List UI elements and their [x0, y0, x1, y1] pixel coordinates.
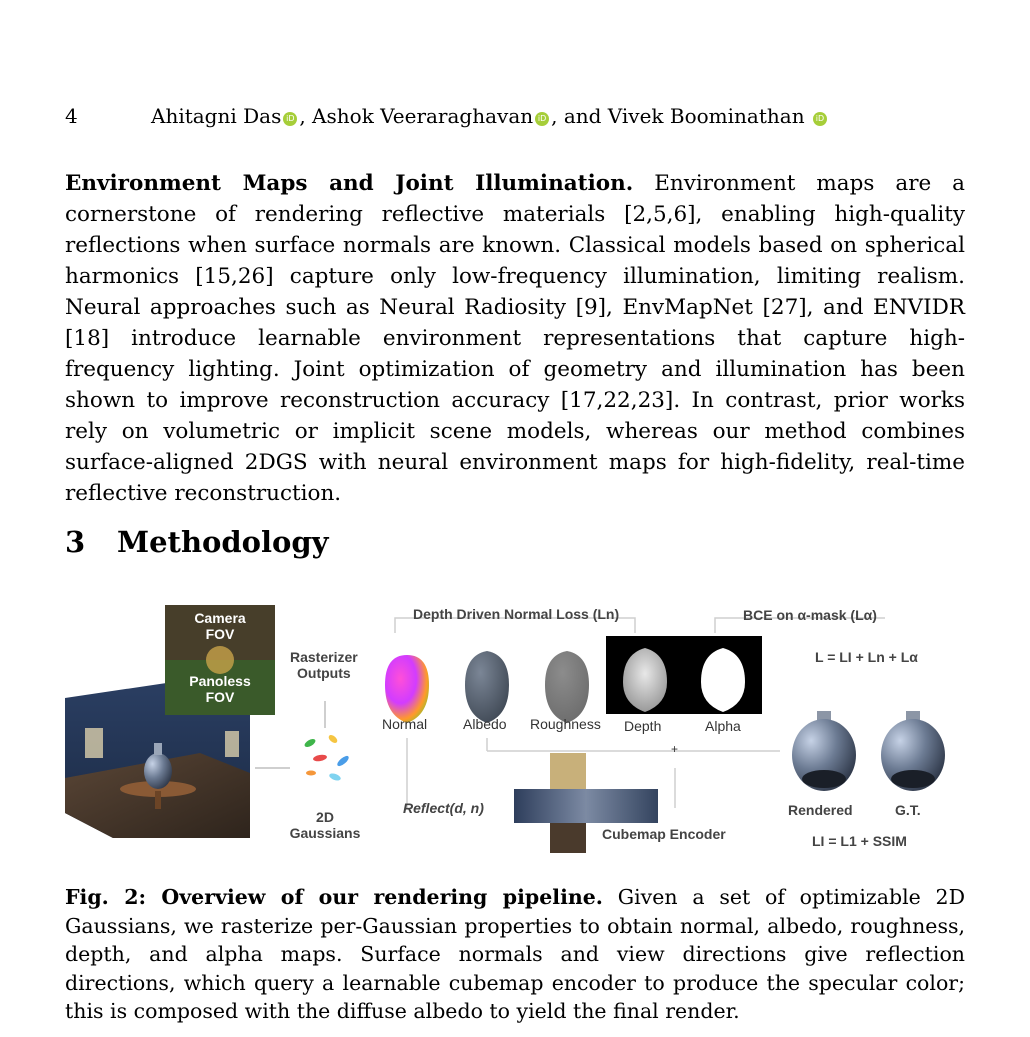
orcid-icon[interactable]: iD — [283, 112, 297, 126]
albedo-map-image — [465, 651, 509, 723]
caption-label: Fig. 2: Overview of our rendering pipeline. — [65, 885, 603, 909]
camera-fov-label: Camera FOV — [194, 610, 246, 642]
gt-label: G.T. — [895, 802, 921, 818]
ground-truth-image — [881, 711, 945, 791]
gaussians-label: 2D Gaussians — [289, 809, 361, 841]
rendered-label: Rendered — [788, 802, 853, 818]
reflect-label: Reflect(d, n) — [403, 800, 484, 816]
albedo-label: Albedo — [463, 716, 507, 732]
author-1: Ahitagni Das — [151, 104, 282, 128]
alpha-label: Alpha — [705, 718, 741, 734]
image-loss-label: LI = L1 + SSIM — [812, 833, 907, 849]
roughness-label: Roughness — [530, 716, 601, 732]
related-work-paragraph — [65, 168, 965, 509]
page-number: 4 — [65, 104, 78, 128]
author-list — [151, 104, 829, 128]
pipeline-diagram — [65, 603, 965, 858]
orcid-icon[interactable]: iD — [535, 112, 549, 126]
rasterizer-outputs-label: Rasterizer Outputs — [290, 649, 358, 681]
cubemap-encoder-label: Cubemap Encoder — [602, 826, 726, 842]
normal-label: Normal — [382, 716, 428, 732]
author-2: , Ashok Veeraraghavan — [299, 104, 534, 128]
panoless-fov-label: Panoless FOV — [189, 673, 251, 705]
figure-caption — [65, 883, 965, 1026]
normal-map-image — [385, 655, 429, 723]
depth-label: Depth — [624, 718, 662, 734]
section-title: Methodology — [117, 525, 329, 559]
caption-body: Given a set of optimizable 2D Gaussians, we rasterize per-Gaussian properties to obtain normal, albedo, roughness, depth, and alpha maps. Surface normals and view directions give reflection directions, which query a learnable cubemap encoder to produce the specular color; this is composed with the diffuse albedo to yield the final render. — [65, 885, 966, 1023]
pipeline-figure — [65, 603, 965, 858]
paragraph-title: Environment Maps and Joint Illumination. — [65, 171, 634, 196]
depth-loss-label: Depth Driven Normal Loss (Ln) — [413, 606, 620, 622]
gaussians-splat-icon — [303, 733, 350, 781]
section-number: 3 — [65, 525, 86, 559]
orcid-icon[interactable]: iD — [813, 112, 827, 126]
bce-loss-label: BCE on α-mask (Lα) — [743, 607, 877, 623]
author-3: , and Vivek Boominathan — [551, 104, 811, 128]
section-heading — [65, 525, 328, 559]
plus-label: + — [671, 742, 679, 756]
rendered-image — [792, 711, 856, 791]
total-loss-label: L = LI + Ln + Lα — [815, 649, 918, 665]
roughness-map-image — [545, 651, 589, 723]
paragraph-body: Environment maps are a cornerstone of rendering reflective materials [2,5,6], enabling high-quality reflections when surface normals are known. Classical models based on spherical harmonics [15,26] capture only low-frequency illumination, limiting realism. Neural approaches such as Neural Radiosity [9], EnvMapNet [27], and ENVIDR [18] introduce learnable environment representations that capture high-frequency lighting. Joint optimization of geometry and illumination has been shown to improve reconstruction accuracy [17,22,23]. In contrast, prior works rely on volumetric or implicit scene models, whereas our method combines surface-aligned 2DGS with neural environment maps for high-fidelity, real-time reflective reconstruction. — [65, 171, 965, 506]
